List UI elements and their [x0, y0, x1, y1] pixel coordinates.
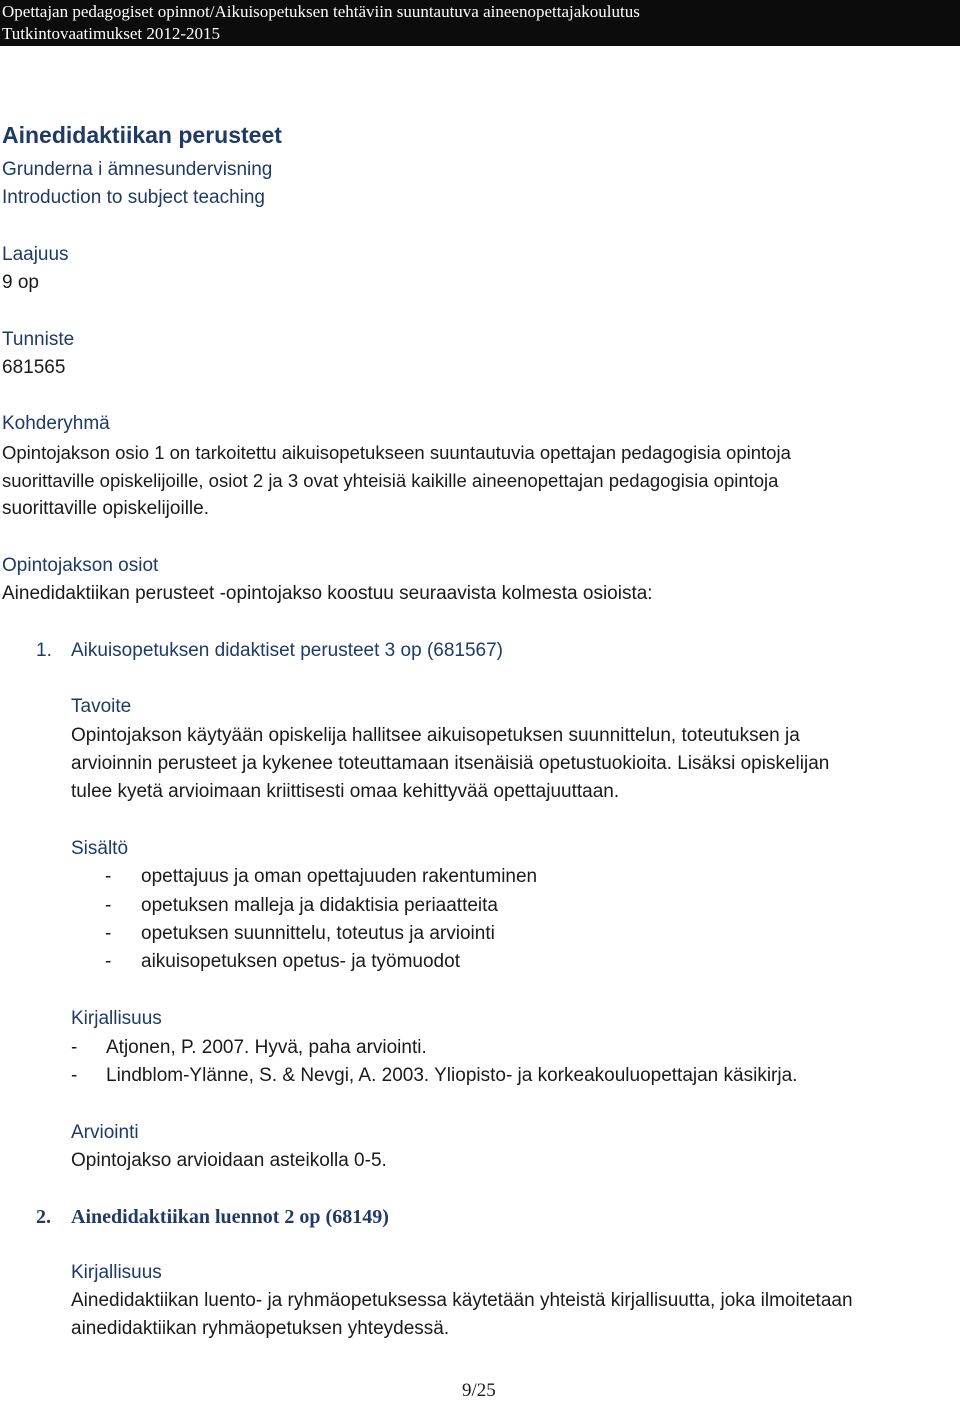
sisalto-item: aikuisopetuksen opetus- ja työmuodot [141, 951, 460, 972]
course-title-en: Introduction to subject teaching [2, 187, 266, 208]
laajuus-label: Laajuus [2, 244, 69, 265]
kirjallisuus-item: Atjonen, P. 2007. Hyvä, paha arviointi. [106, 1037, 427, 1058]
course-title-sv: Grunderna i ämnesundervisning [2, 159, 273, 180]
tunniste-label: Tunniste [2, 329, 75, 350]
page-number: 9/25 [462, 1380, 496, 1401]
kohderyhma-label: Kohderyhmä [2, 413, 110, 434]
osiot-text: Ainedidaktiikan perusteet -opintojakso koostuu seuraavista kolmesta osioista: [2, 583, 653, 604]
list-dash: - [105, 895, 112, 916]
sisalto-item: opettajuus ja oman opettajuuden rakentuminen [141, 866, 538, 887]
part2-heading: Ainedidaktiikan luennot 2 op (68149) [71, 1206, 389, 1228]
sisalto-item: opetuksen malleja ja didaktisia periaatteita [141, 895, 498, 916]
sisalto-item: opetuksen suunnittelu, toteutus ja arviointi [141, 923, 495, 944]
part2-kirjallisuus-line-1: Ainedidaktiikan luento- ja ryhmäopetuksessa käytetään yhteistä kirjallisuutta, joka ilmoitetaan [71, 1290, 853, 1311]
tavoite-label: Tavoite [71, 696, 132, 717]
part2-number: 2. [36, 1206, 51, 1228]
kirjallisuus-item: Lindblom-Ylänne, S. & Nevgi, A. 2003. Yliopisto- ja korkeakouluopettajan käsikirja. [106, 1065, 798, 1086]
arviointi-text: Opintojakso arvioidaan asteikolla 0-5. [71, 1150, 387, 1171]
header-line-2: Tutkintovaatimukset 2012-2015 [2, 24, 221, 43]
course-title: Ainedidaktiikan perusteet [2, 122, 282, 148]
part1-number: 1. [36, 640, 52, 661]
kohderyhma-line-3: suorittaville opiskelijoille. [2, 498, 209, 519]
list-dash: - [105, 866, 112, 887]
kohderyhma-line-2: suorittaville opiskelijoille, osiot 2 ja 3 ovat yhteisiä kaikille aineenopettajan pedagogisia opintoja [2, 470, 779, 491]
list-dash: - [71, 1065, 78, 1086]
tunniste-value: 681565 [2, 357, 66, 378]
part2-kirjallisuus-line-2: ainedidaktiikan ryhmäopetuksen yhteydessä. [71, 1318, 450, 1339]
arviointi-label: Arviointi [71, 1122, 139, 1143]
part2-kirjallisuus-label: Kirjallisuus [71, 1262, 162, 1283]
header-line-1: Opettajan pedagogiset opinnot/Aikuisopetuksen tehtäviin suuntautuva aineenopettajakoulutus [2, 2, 640, 21]
sisalto-label: Sisältö [71, 838, 129, 859]
kohderyhma-line-1: Opintojakson osio 1 on tarkoitettu aikuisopetukseen suuntautuvia opettajan pedagogisia opintoja [2, 442, 791, 463]
list-dash: - [105, 923, 112, 944]
tavoite-line-1: Opintojakson käytyään opiskelija hallitsee aikuisopetuksen suunnittelun, toteutuksen ja [71, 725, 800, 746]
part1-heading: Aikuisopetuksen didaktiset perusteet 3 op (681567) [71, 640, 503, 661]
tavoite-line-3: tulee kyetä arvioimaan kriittisesti omaa kehittyvää opettajuuttaan. [71, 781, 620, 802]
running-header [0, 0, 960, 46]
kirjallisuus-label: Kirjallisuus [71, 1008, 162, 1029]
osiot-label: Opintojakson osiot [2, 555, 159, 576]
list-dash: - [71, 1037, 78, 1058]
laajuus-value: 9 op [2, 272, 39, 293]
tavoite-line-2: arvioinnin perusteet ja kykenee toteuttamaan itsenäisiä opetustuokioita. Lisäksi opiskelijan [71, 753, 830, 774]
list-dash: - [105, 951, 112, 972]
